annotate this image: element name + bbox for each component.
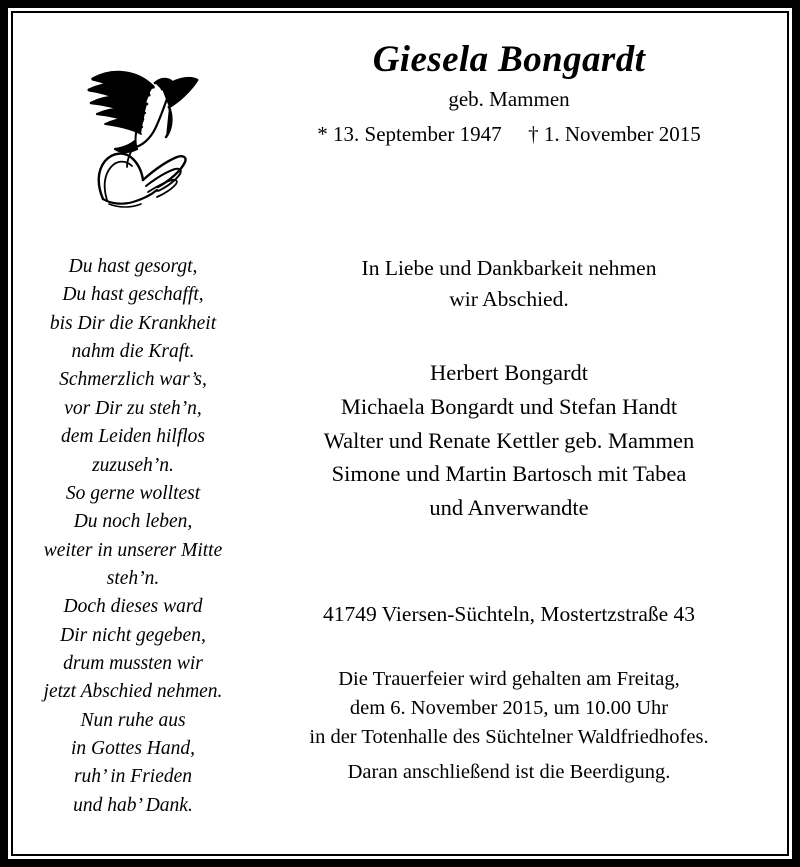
notice-header bbox=[13, 13, 787, 209]
poem-line: Schmerzlich war’s, bbox=[59, 369, 207, 391]
memorial-poem bbox=[13, 253, 253, 820]
notice-inner-border bbox=[11, 11, 789, 856]
poem-line: Doch dieses ward bbox=[63, 596, 203, 618]
poem-line: in Gottes Hand, bbox=[70, 738, 196, 760]
border-gap bbox=[8, 8, 792, 859]
poem-line: vor Dir zu steh’n, bbox=[64, 397, 202, 419]
poem-line: ruh’ in Frieden bbox=[73, 766, 193, 788]
funeral-service-details bbox=[253, 665, 765, 787]
farewell-message bbox=[253, 253, 765, 314]
birth-date: 13. September 1947 bbox=[333, 121, 502, 146]
family-address: 41749 Viersen-Süchteln, Mostertzstraße 43 bbox=[322, 601, 696, 626]
birth-symbol: * bbox=[317, 121, 328, 146]
notice-content bbox=[13, 13, 787, 854]
poem-line: weiter in unserer Mitte bbox=[43, 539, 223, 561]
survivor-line: Simone und Martin Bartosch mit Tabea bbox=[331, 461, 687, 487]
death-date: 1. November 2015 bbox=[543, 121, 701, 146]
survivors-list bbox=[253, 356, 765, 525]
poem-line: steh’n. bbox=[106, 567, 160, 589]
poem-line: Dir nicht gegeben, bbox=[60, 624, 206, 646]
life-dates bbox=[253, 121, 765, 147]
deceased-name: Giesela Bongardt bbox=[372, 39, 646, 80]
service-line: dem 6. November 2015, um 10.00 Uhr bbox=[349, 696, 669, 719]
service-line: Die Trauerfeier wird gehalten am Freitag, bbox=[338, 667, 680, 690]
notice-main-column bbox=[253, 253, 787, 787]
poem-line: dem Leiden hilflos bbox=[60, 426, 206, 448]
poem-line: drum mussten wir bbox=[63, 653, 203, 675]
service-line: in der Totenhalle des Süchtelner Waldfriedhofes. bbox=[309, 725, 709, 748]
poem-line: Du hast geschafft, bbox=[62, 284, 204, 306]
survivor-line: und Anverwandte bbox=[429, 495, 589, 521]
poem-line: Nun ruhe aus bbox=[80, 709, 186, 731]
survivor-line: Michaela Bongardt und Stefan Handt bbox=[340, 393, 678, 419]
maiden-name: geb. Mammen bbox=[448, 87, 570, 112]
poem-line: jetzt Abschied nehmen. bbox=[43, 681, 223, 703]
poem-line: nahm die Kraft. bbox=[71, 341, 195, 363]
name-block bbox=[253, 39, 787, 147]
poem-line: bis Dir die Krankheit bbox=[49, 312, 217, 334]
burial-note: Daran anschließend ist die Beerdigung. bbox=[347, 761, 671, 784]
poem-line: Du hast gesorgt, bbox=[68, 256, 198, 277]
farewell-line: wir Abschied. bbox=[449, 286, 569, 311]
poem-line: und hab’ Dank. bbox=[73, 794, 193, 816]
notice-columns bbox=[13, 253, 787, 820]
survivor-line: Herbert Bongardt bbox=[429, 360, 589, 386]
emblem-container bbox=[13, 39, 253, 209]
dove-in-hand-icon bbox=[63, 49, 203, 209]
poem-line: So gerne wolltest bbox=[65, 482, 201, 504]
survivor-line: Walter und Renate Kettler geb. Mammen bbox=[323, 427, 695, 453]
death-symbol: † bbox=[528, 121, 539, 146]
poem-line: Du noch leben, bbox=[73, 511, 193, 533]
farewell-line: In Liebe und Dankbarkeit nehmen bbox=[361, 256, 657, 280]
poem-line: zuzuseh’n. bbox=[92, 454, 174, 476]
